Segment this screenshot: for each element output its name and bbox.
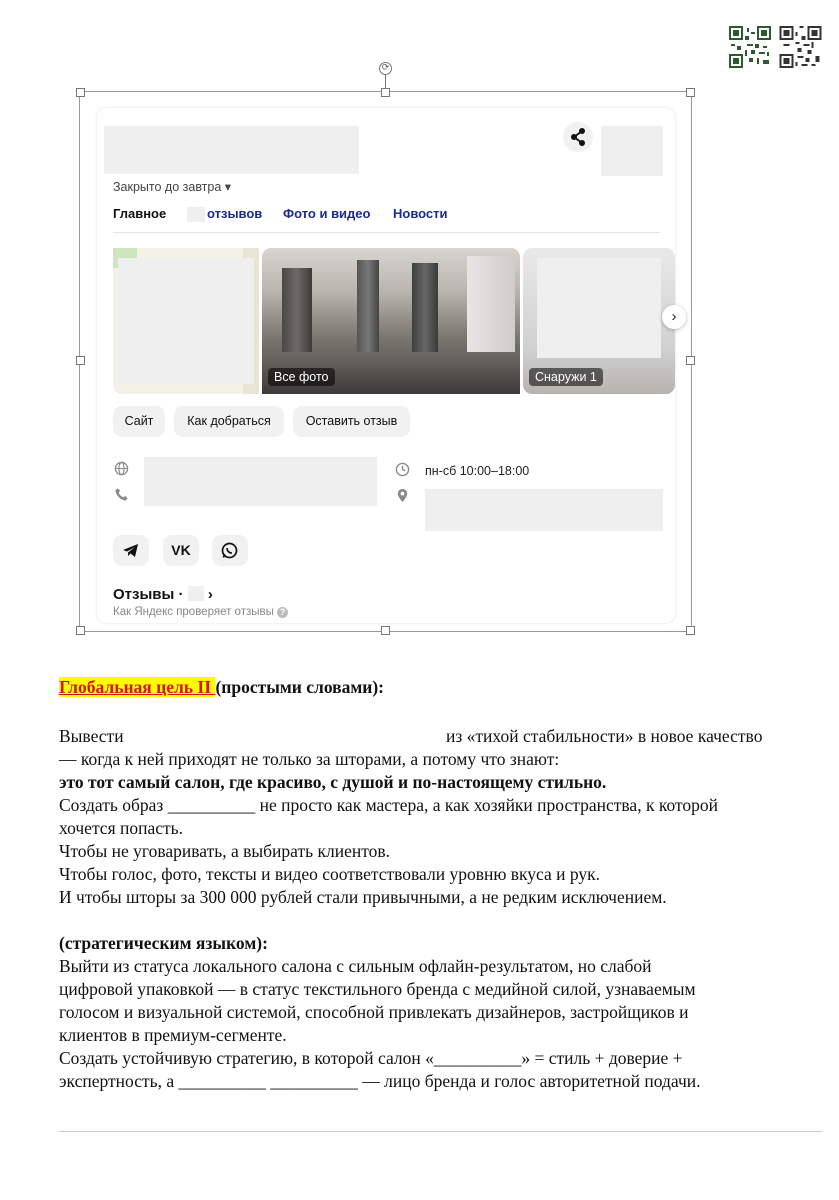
chevron-right-icon: › [671, 308, 677, 325]
tab-reviews[interactable]: отзывов [207, 206, 263, 221]
goal-heading [59, 676, 384, 699]
strategic-subheading: (стратегическим языком): [59, 933, 268, 953]
whatsapp-button[interactable] [212, 535, 248, 566]
resize-handle-top[interactable] [381, 88, 390, 97]
qr-code-image [779, 26, 822, 68]
tab-news[interactable]: Новости [393, 206, 448, 221]
paragraph-line: клиентов в премиум-сегменте. [59, 1025, 287, 1045]
opening-hours: пн-сб 10:00–18:00 [425, 464, 530, 478]
paragraph-line-bold: это тот самый салон, где красиво, с душой и по-настоящему стильно. [59, 772, 607, 792]
rotate-handle[interactable]: ⟳ [379, 62, 392, 75]
location-pin-icon [395, 488, 410, 506]
resize-handle-bottom[interactable] [381, 626, 390, 635]
paragraph-line: Выйти из статуса локального салона с сильным офлайн-результатом, но слабой [59, 956, 652, 976]
paragraph-line: Чтобы не уговаривать, а выбирать клиентов. [59, 841, 391, 861]
globe-icon [114, 461, 129, 479]
paragraph-line: цифровой упаковкой — в статус текстильного бренда с медийной силой, узнаваемым [59, 979, 696, 999]
paragraph-line: Чтобы голос, фото, тексты и видео соответствовали уровню вкуса и рук. [59, 864, 601, 884]
paragraph-line: экспертность, а __________ __________ — лицо бренда и голос авторитетной подачи. [59, 1071, 701, 1091]
verification-text: Как Яндекс проверяет отзывы [113, 606, 274, 618]
redacted-review-count [187, 207, 205, 222]
business-card [97, 108, 675, 623]
chevron-right-icon: › [207, 586, 213, 603]
tab-main[interactable]: Главное [113, 206, 167, 221]
reviews-heading[interactable] [113, 584, 213, 603]
resize-handle-bottom-left[interactable] [76, 626, 85, 635]
redacted-address [425, 489, 663, 531]
vk-icon: VK [171, 542, 191, 558]
resize-handle-right[interactable] [686, 356, 695, 365]
review-verification-link[interactable] [113, 606, 288, 618]
whatsapp-icon [214, 535, 245, 566]
goal-heading-highlight: Глобальная цель II [59, 677, 216, 697]
paragraph-line: И чтобы шторы за 300 000 рублей стали привычными, а не редким исключением. [59, 887, 667, 907]
paragraph-line: — когда к ней приходят не только за шторами, а потому что знают: [59, 749, 560, 769]
redacted-business-name [104, 126, 359, 174]
redacted-outside-photo [537, 258, 661, 358]
phone-icon [114, 487, 129, 505]
reviews-title: Отзывы · [113, 586, 184, 603]
outside-photo[interactable] [523, 248, 675, 394]
redacted-logo [601, 126, 663, 176]
gallery-next-button[interactable] [662, 305, 686, 329]
clock-icon [395, 462, 410, 480]
tab-photos-videos[interactable]: Фото и видео [283, 206, 371, 221]
tabs-divider [113, 232, 660, 233]
share-button[interactable] [563, 122, 593, 152]
question-icon: ? [277, 607, 288, 618]
resize-handle-top-left[interactable] [76, 88, 85, 97]
paragraph-line: Создать устойчивую стратегию, в которой салон «__________» = стиль + доверие + [59, 1048, 683, 1068]
resize-handle-top-right[interactable] [686, 88, 695, 97]
paragraph-line: хочется попасть. [59, 818, 184, 838]
opening-status[interactable]: Закрыто до завтра ▾ [113, 180, 232, 194]
goal-heading-rest: (простыми словами): [215, 677, 384, 697]
leave-review-button[interactable]: Оставить отзыв [293, 406, 410, 437]
route-button[interactable]: Как добраться [174, 406, 284, 437]
paragraph-line: Создать образ __________ не просто как мастера, а как хозяйки пространства, к которой [59, 795, 718, 815]
vk-button[interactable] [163, 535, 199, 566]
paragraph-line: Вывести [59, 726, 124, 746]
all-photos-label[interactable]: Все фото [268, 368, 335, 386]
qr-code-image [729, 26, 771, 68]
telegram-icon [115, 535, 146, 566]
resize-handle-left[interactable] [76, 356, 85, 365]
resize-handle-bottom-right[interactable] [686, 626, 695, 635]
share-icon [563, 122, 593, 152]
map-thumbnail[interactable] [113, 248, 259, 394]
paragraph-line: из «тихой стабильности» в новое качество [446, 726, 763, 746]
telegram-button[interactable] [113, 535, 149, 566]
redacted-map-area [118, 258, 254, 384]
redacted-contacts [144, 457, 377, 506]
page-bottom-rule [59, 1131, 822, 1132]
outside-photos-label[interactable]: Снаружи 1 [529, 368, 603, 386]
redacted-rating [188, 586, 204, 601]
site-button[interactable]: Сайт [113, 406, 165, 437]
interior-photo[interactable] [262, 248, 520, 394]
paragraph-line: голосом и визуальной системой, способной привлекать дизайнеров, застройщиков и [59, 1002, 689, 1022]
